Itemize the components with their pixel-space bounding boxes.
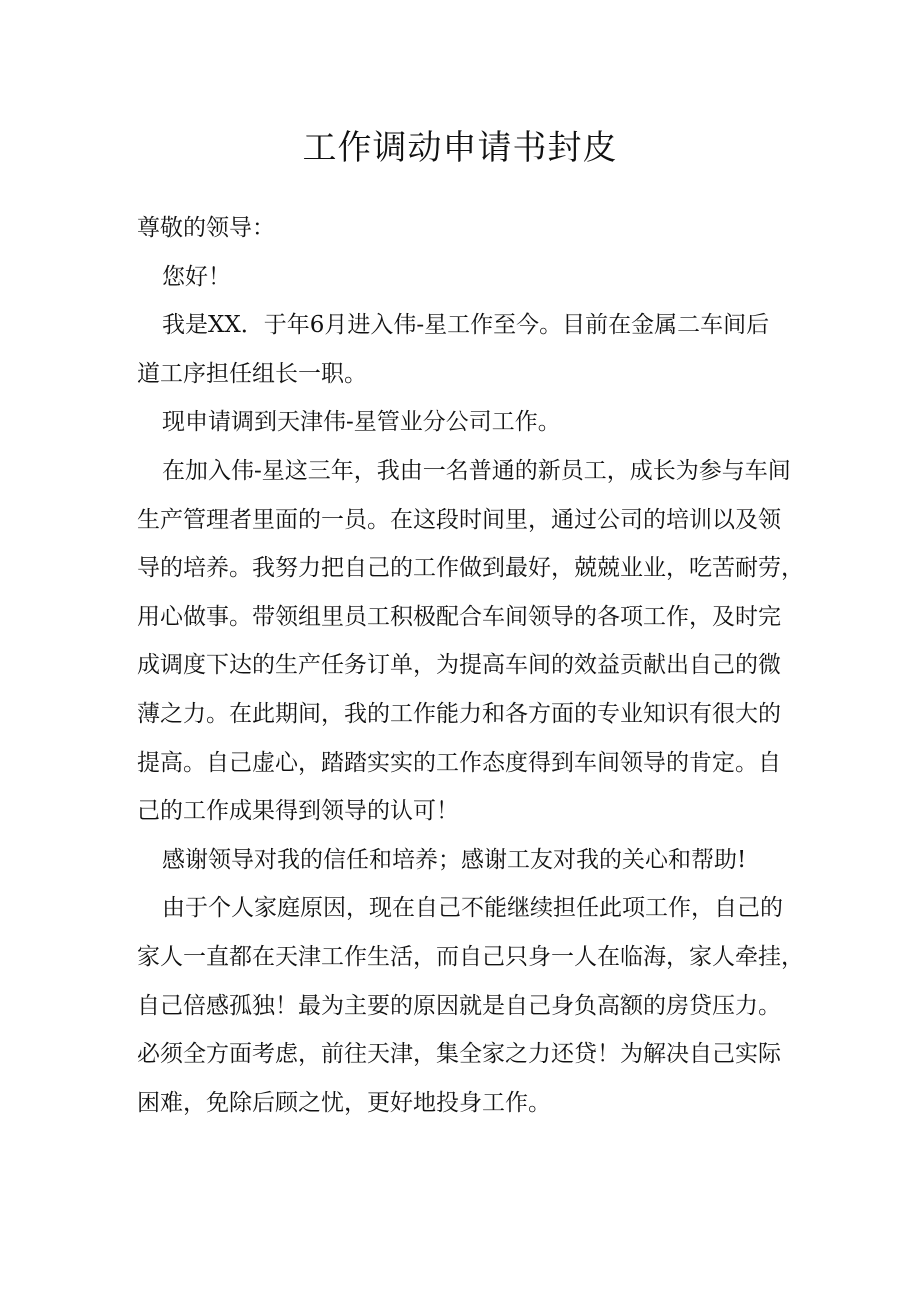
paragraph-line: 提高。自己虚心，踏踏实实的工作态度得到车间领导的肯定。自 bbox=[137, 749, 781, 776]
salutation-line: 尊敬的领导： bbox=[137, 215, 275, 241]
document-title: 工作调动申请书封皮 bbox=[302, 128, 618, 168]
paragraph-line: 导的培养。我努力把自己的工作做到最好，兢兢业业，吃苦耐劳， bbox=[137, 555, 804, 582]
greeting-line: 您好！ bbox=[162, 263, 231, 290]
document-body bbox=[137, 204, 804, 1127]
paragraph-line: 自己倍感孤独！最为主要的原因就是自己身负高额的房贷压力。 bbox=[137, 992, 781, 1019]
paragraph-line: 由于个人家庭原因，现在自己不能继续担任此项工作，自己的 bbox=[162, 895, 783, 922]
paragraph-line: 家人一直都在天津工作生活，而自己只身一人在临海，家人牵挂， bbox=[137, 943, 804, 970]
paragraph-line: 感谢领导对我的信任和培养；感谢工友对我的关心和帮助! bbox=[162, 846, 747, 873]
paragraph-line: 用心做事。带领组里员工积极配合车间领导的各项工作，及时完 bbox=[137, 603, 781, 630]
paragraph-line: 困难，免除后顾之忧，更好地投身工作。 bbox=[137, 1089, 551, 1116]
paragraph-line: 道工序担任组长一职。 bbox=[137, 360, 367, 387]
paragraph-line: 薄之力。在此期间，我的工作能力和各方面的专业知识有很大的 bbox=[137, 700, 781, 727]
paragraph-line: 己的工作成果得到领导的认可！ bbox=[137, 798, 459, 825]
paragraph-line: 现申请调到天津伟-星管业分公司工作。 bbox=[162, 409, 561, 436]
paragraph-line: 在加入伟-星这三年，我由一名普通的新员工，成长为参与车间 bbox=[162, 457, 791, 484]
paragraph-line: 生产管理者里面的一员。在这段时间里，通过公司的培训以及领 bbox=[137, 506, 781, 533]
paragraph-line: 必须全方面考虑，前往天津，集全家之力还贷！为解决自己实际 bbox=[137, 1041, 781, 1068]
paragraph-line: 成调度下达的生产任务订单，为提高车间的效益贡献出自己的微 bbox=[137, 652, 781, 679]
paragraph-line: 我是XX．于年6月进入伟-星工作至今。目前在金属二车间后 bbox=[162, 312, 770, 339]
